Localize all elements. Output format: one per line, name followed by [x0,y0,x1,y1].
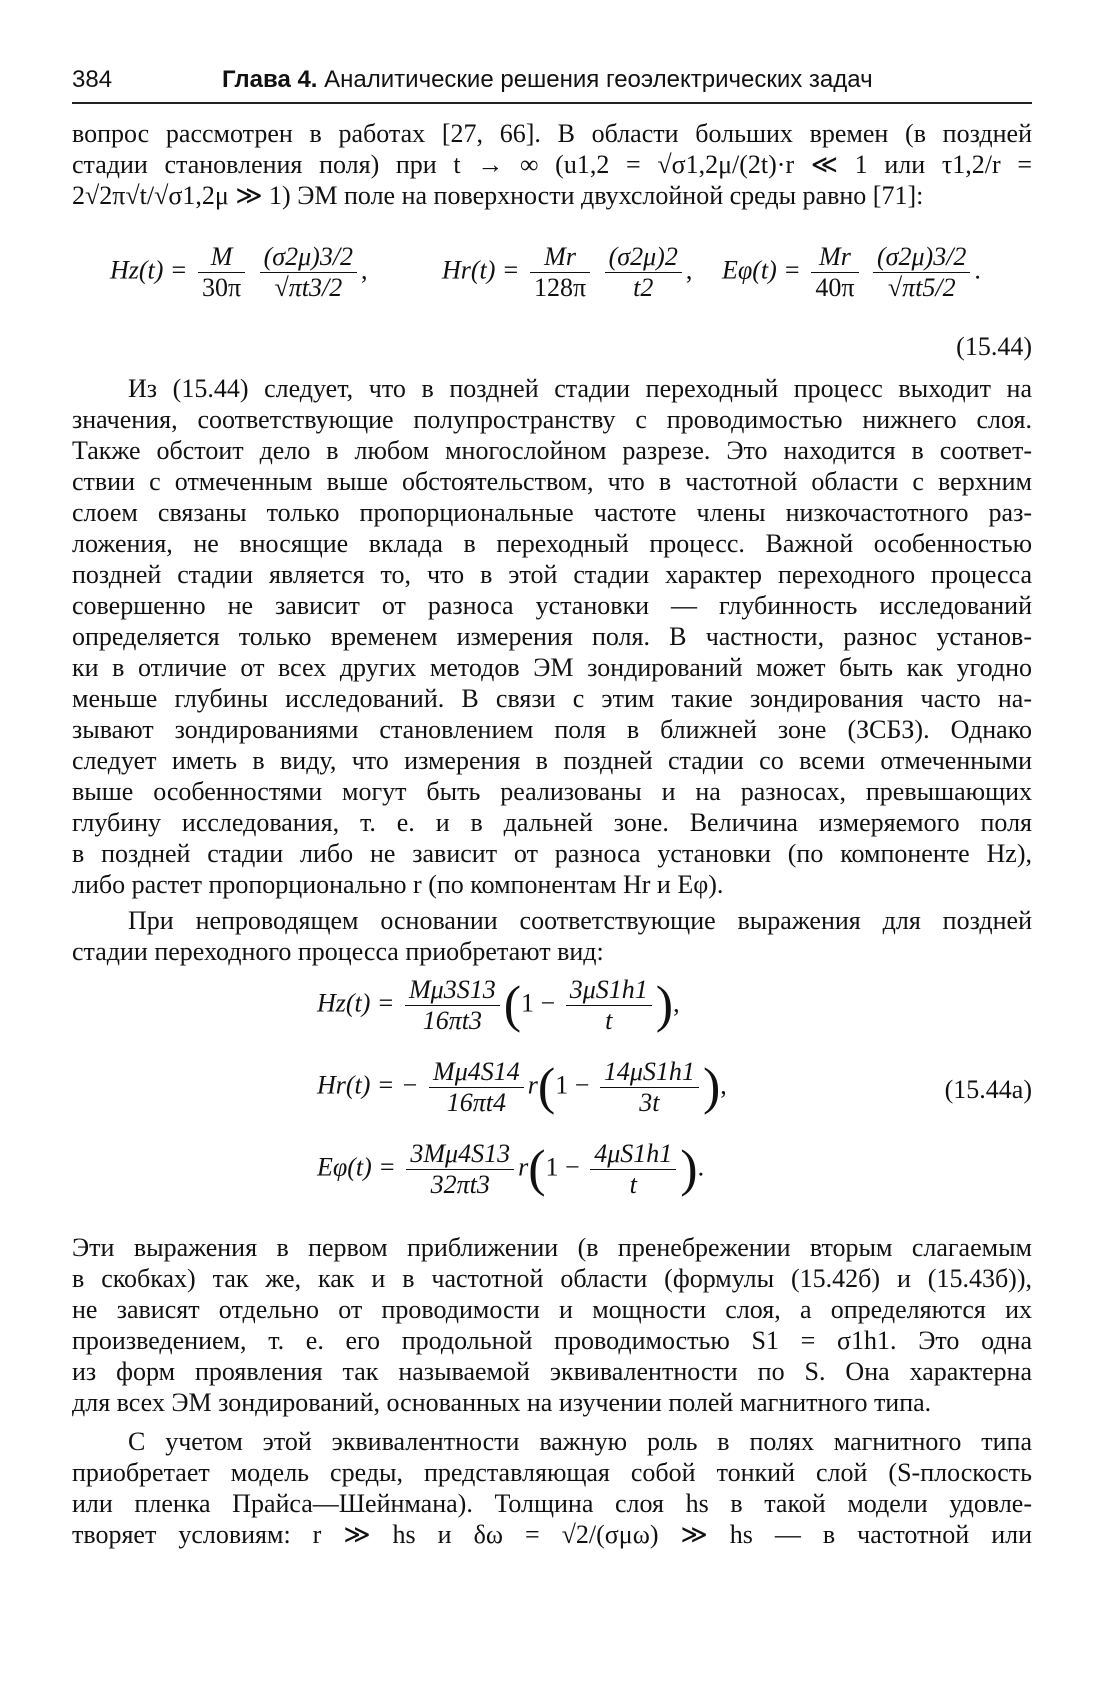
paragraph-2 [72,373,1032,900]
text-line: в поздней стадии либо не зависит от разноса установки (по компоненте Hz), [72,839,1032,868]
eq-lhs: Hz(t) = [317,988,395,1018]
equation-number-row [72,332,1032,366]
numerator: (σ2μ)3/2 [260,242,357,273]
fraction [429,1057,524,1118]
numerator: (σ2μ)3/2 [873,242,970,273]
text-line: из форм проявления так называемой эквивалентности по S. Она характерна [72,1357,1032,1386]
chapter-title: Аналитические решения геоэлектрических задач [324,66,873,93]
paragraph-3 [72,905,1032,967]
one-minus: 1 − [521,988,556,1018]
eq-lhs: Eφ(t) = [722,255,801,285]
fraction [605,242,682,303]
equation-number: (15.44) [956,332,1032,361]
numerator: Mr [811,242,858,273]
fraction [590,1139,676,1200]
denominator: 16πt4 [446,1088,507,1117]
punct: , [673,988,680,1018]
chapter-label: Глава 4. [222,66,318,93]
fraction [198,242,245,303]
text-line: С учетом этой эквивалентности важную роль в полях магнитного типа [128,1427,1032,1456]
eq-lhs: Hz(t) = [110,255,188,285]
numerator: 14μS1h1 [600,1057,699,1088]
text-line: меньше глубины исследований. В связи с этим такие зондирования часто на- [72,684,1032,713]
text-line: следует иметь в виду, что измерения в поздней стадии со всеми отмеченными [72,746,1032,775]
equation-number: (15.44a) [944,1075,1032,1104]
factor-r: r [527,1070,538,1100]
one-minus: 1 − [545,1152,580,1182]
text-line: ки в отличие от всех других методов ЭМ зондирований может быть как угодно [72,653,1032,682]
numerator: Mμ3S13 [405,975,500,1006]
eq-lhs: Hr(t) = − [317,1070,419,1100]
eq-row-ephi: Eφ(t) = $\frac{3M\mu 4S13}{32\pi t3}$ r(1 − $\frac{4\mu S1h1}{t}$ ). [317,1139,705,1199]
numerator: 4μS1h1 [590,1139,676,1170]
punct: , [720,1070,727,1100]
header-rule [72,102,1032,104]
text-line: стадии переходного процесса приобретают вид: [72,937,604,966]
denominator: t [629,1170,637,1199]
denominator: 30π [201,273,242,302]
text-line: Эти выражения в первом приближении (в пренебрежении вторым слагаемым [72,1233,1032,1262]
eq-lhs: Hr(t) = [442,255,520,285]
denominator: 128π [533,273,587,302]
text-line: произведением, т. е. его продольной проводимостью S1 = σ1h1. Это одна [72,1326,1032,1355]
text-line: совершенно не зависит от разноса установки — глубинность исследований [72,591,1032,620]
page-number: 384 [72,66,113,93]
paragraph-1 [72,118,1032,211]
eq-hr: Hr(t) = $\frac{Mr}{128\pi}$ $\frac{(\sigma 2\mu)2}{t2}$ , [442,242,693,302]
text-line: ствии с отмеченным выше обстоятельством, что в частотной области с верхним [72,467,1032,496]
fraction [566,975,652,1036]
numerator: (σ2μ)2 [605,242,682,273]
text-line: зывают зондированиями становлением поля в ближней зоне (ЗСБЗ). Однако [72,715,1032,744]
text-line: для всех ЭМ зондирований, основанных на изучении полей магнитного типа. [72,1388,932,1417]
fraction [406,1139,514,1200]
fraction [811,242,858,303]
text-line: в скобках) так же, как и в частотной области (формулы (15.42б) и (15.43б)), [72,1264,1032,1293]
text-line: Из (15.44) следует, что в поздней стадии переходный процесс выходит на [128,374,1032,403]
numerator: Mμ4S14 [429,1057,524,1088]
fraction [260,242,357,303]
denominator: t [605,1006,613,1035]
text-line: поздней стадии является то, что в этой стадии характер переходного процесса [72,560,1032,589]
fraction [873,242,970,303]
text-line: выше особенностями могут быть реализованы и на разносах, превышающих [72,777,1032,806]
denominator: 32πt3 [430,1170,490,1199]
text-line: вопрос рассмотрен в работах [27, 66]. В области больших времен (в поздней [72,119,1032,148]
text-line: творяет условиям: r ≫ hs и δω = √2/(σμω) ≫ hs — в частотной или [72,1520,1032,1549]
eq-row-hr: Hr(t) = − $\frac{M\mu 4S14}{16\pi t4}$ r(1 − $\frac{14\mu S1h1}{3t}$ ), [317,1057,727,1117]
denominator: t2 [633,273,654,302]
paragraph-4 [72,1232,1032,1418]
text-line: или пленка Прайса—Шейнмана). Толщина слоя hs в такой модели удовле- [72,1489,1032,1518]
fraction [600,1057,699,1118]
numerator: 3Mμ4S13 [406,1139,514,1170]
chapter-heading [222,66,873,94]
punct: . [697,1152,705,1182]
numerator: M [198,242,245,273]
text-line: не зависят отдельно от проводимости и мощности слоя, а определяются их [72,1295,1032,1324]
text-line: определяется только временем измерения поля. В частности, разнос установ- [72,622,1032,651]
eq-ephi: Eφ(t) = $\frac{Mr}{40\pi}$ $\frac{(\sigma 2\mu)3/2}{√\pi t5/2}$ . [722,242,981,302]
text-line: ложения, не вносящие вклада в переходный процесс. Важной особенностью [72,529,1032,558]
text-line: При непроводящем основании соответствующие выражения для поздней [128,906,1032,935]
denominator: 3t [639,1088,660,1117]
fraction [405,975,500,1036]
text-line: глубину исследования, т. е. и в дальней зоне. Величина измеряемого поля [72,808,1032,837]
numerator: 3μS1h1 [566,975,652,1006]
text-line: значения, соответствующие полупространству с проводимостью нижнего слоя. [72,405,1032,434]
paragraph-5 [72,1426,1032,1550]
one-minus: 1 − [555,1070,590,1100]
text-line: слоем связаны только пропорциональные частоте члены низкочастотного раз- [72,498,1032,527]
eq-lhs: Eφ(t) = [317,1152,396,1182]
text-line: либо растет пропорционально r (по компонентам Hr и Eφ). [72,870,724,899]
text-line: 2√2π√t/√σ1,2μ ≫ 1) ЭМ поле на поверхности двухслойной среды равно [71]: [72,181,924,210]
denominator: 40π [815,273,855,302]
equation-15-44 [72,238,1032,318]
factor-r: r [518,1152,529,1182]
numerator: Mr [530,242,590,273]
eq-hz: Hz(t) = $\frac{M}{30\pi}$ $\frac{(\sigma 2\mu)3/2}{√\pi t3/2}$ , [110,242,368,302]
fraction [530,242,590,303]
denominator: 16πt3 [422,1006,482,1035]
text-line: Также обстоит дело в любом многослойном разрезе. Это находится в соответ- [72,436,1032,465]
eq-row-hz: Hz(t) = $\frac{M\mu 3S13}{16\pi t3}$ (1 − $\frac{3\mu S1h1}{t}$ ), [317,975,680,1035]
equation-15-44a [72,975,1032,1215]
text-line: стадии становления поля) при t → ∞ (u1,2 = √σ1,2μ/(2t)·r ≪ 1 или τ1,2/r = [72,150,1032,179]
denominator: √πt3/2 [274,273,343,302]
text-line: приобретает модель среды, представляющая собой тонкий слой (S-плоскость [72,1458,1032,1487]
running-header [72,64,1032,98]
denominator: √πt5/2 [887,273,956,302]
